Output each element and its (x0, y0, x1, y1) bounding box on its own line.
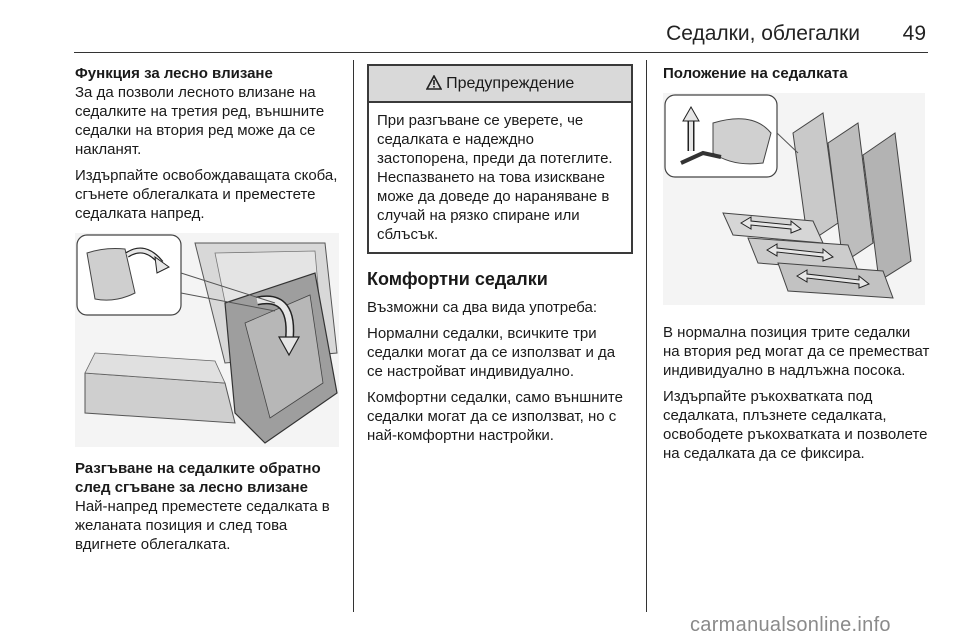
seat-position-illustration (663, 93, 925, 305)
page-header-title: Седалки, облегалки (666, 22, 860, 45)
column-divider-1 (353, 60, 354, 612)
unfold-heading-line2: след сгъване за лесно влизане (75, 479, 308, 496)
warning-text: При разгъване се уверете, че седалката е надеждно застопорена, преди да потеглите. Неспазването на това изискване може да доведе до нараняване в случай на рязко спиране или сблъсък. (377, 112, 613, 243)
easy-entry-heading: Функция за лесно влизане (75, 65, 273, 82)
seat-position-paragraph-2: Издърпайте ръкохватката под седалката, плъзнете седалката, освободете ръкохватката и позволете на седалката да се фиксира. (663, 388, 928, 462)
header-rule (74, 52, 928, 53)
comfort-seats-intro: Възможни са два вида употреба: (367, 299, 598, 316)
column-divider-2 (646, 60, 647, 612)
comfort-seats-heading: Комфортни седалки (367, 269, 548, 289)
column-1 (75, 64, 343, 561)
column-3 (663, 64, 931, 470)
warning-box (367, 64, 633, 254)
column-2 (367, 64, 633, 452)
warning-triangle-icon (426, 75, 446, 92)
unfold-paragraph: Най-напред преместете седалката в желаната позиция и след това вдигнете облегалката. (75, 498, 330, 553)
seat-position-paragraph-1: В нормална позиция трите седалки на втория ред могат да се преместват индивидуално в надлъжна посока. (663, 324, 930, 379)
unfold-heading-line1: Разгъване на седалките обратно (75, 460, 321, 477)
easy-entry-instructions: Издърпайте освобождаващата скоба, сгънете облегалката и преместете седалката напред. (75, 167, 338, 222)
footer-brand[interactable]: carmanualsonline.info (690, 614, 891, 636)
comfort-seats-comfort: Комфортни седалки, само външните седалки могат да се използват, но с най-комфортни настройки. (367, 389, 623, 444)
easy-entry-paragraph: За да позволи лесното влизане на седалките на третия ред, външните седалки на втория ред може да се накланят. (75, 84, 325, 158)
easy-entry-illustration (75, 233, 339, 447)
warning-header (369, 66, 631, 103)
seat-position-heading: Положение на седалката (663, 65, 848, 82)
page-number: 49 (902, 22, 926, 45)
comfort-seats-normal: Нормални седалки, всичките три седалки могат да се използват и да се настройват индивидуално. (367, 325, 616, 380)
warning-title: Предупреждение (446, 75, 575, 92)
